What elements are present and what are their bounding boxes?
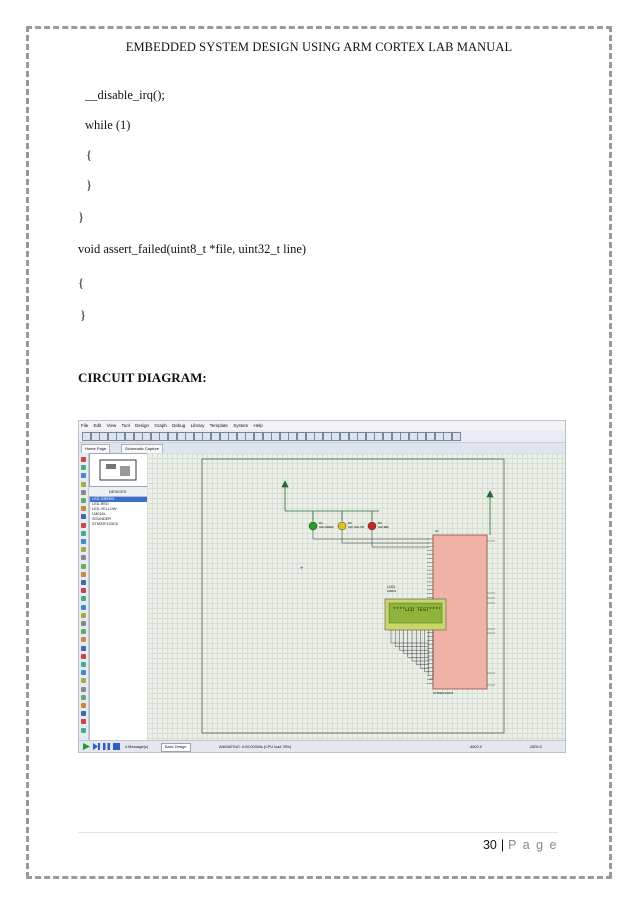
led-d3 — [368, 522, 376, 530]
status-bar — [79, 740, 565, 753]
led-d2-model: LED-YELLOW — [348, 526, 365, 529]
code-line: } — [78, 210, 84, 224]
mode-tool-button[interactable] — [81, 605, 86, 610]
menu-design[interactable]: Design — [135, 423, 150, 428]
menu-edit[interactable]: Edit — [93, 423, 102, 428]
stop-icon[interactable] — [113, 743, 120, 750]
mode-tool-button[interactable] — [81, 514, 86, 519]
menu-system[interactable]: System — [233, 423, 249, 428]
footer-rule — [78, 832, 558, 833]
mode-tool-button[interactable] — [81, 580, 86, 585]
mode-tool-button[interactable] — [81, 687, 86, 692]
mode-tool-button[interactable] — [81, 539, 86, 544]
design-mode-select[interactable]: Base Design — [161, 743, 191, 752]
mode-tool-button[interactable] — [81, 482, 86, 487]
circuit-diagram-screenshot — [78, 420, 566, 753]
led-d1 — [309, 522, 317, 530]
menu-debug[interactable]: Debug — [172, 423, 186, 428]
device-item[interactable]: LED-RED — [92, 502, 109, 506]
coord-y: -2800.0 — [529, 745, 542, 749]
tab-schematic-capture[interactable]: Schematic Capture — [121, 444, 163, 454]
coord-x: -4800.0 — [469, 745, 482, 749]
section-heading: CIRCUIT DIAGRAM: — [78, 370, 207, 385]
mode-tool-button[interactable] — [81, 547, 86, 552]
pause-icon[interactable] — [103, 743, 110, 750]
lcd-ref: LCD1 — [387, 585, 396, 589]
page-number: 30 — [482, 838, 497, 852]
play-icon[interactable] — [83, 743, 90, 750]
mode-tool-button[interactable] — [81, 670, 86, 675]
code-line: } — [80, 308, 86, 322]
page-border-bottom — [26, 876, 612, 879]
code-line: void assert_failed(uint8_t *file, uint32_t line) — [78, 242, 307, 256]
schematic-canvas[interactable] — [147, 453, 565, 740]
lcd-wire — [416, 630, 429, 665]
menu-bar — [79, 421, 565, 430]
page-border-right — [609, 26, 612, 878]
menu-help[interactable]: Help — [253, 423, 263, 428]
lcd-wire — [408, 630, 429, 657]
led-wires — [313, 530, 429, 547]
mode-tool-button[interactable] — [81, 654, 86, 659]
page-separator: | — [500, 838, 505, 852]
menu-template[interactable]: Template — [209, 423, 228, 428]
mode-toolbar — [79, 453, 89, 740]
mode-tool-button[interactable] — [81, 457, 86, 462]
mode-tool-button[interactable] — [81, 711, 86, 716]
mode-tool-button[interactable] — [81, 506, 86, 511]
code-line: __disable_irq(); — [85, 88, 165, 102]
mode-tool-button[interactable] — [81, 703, 86, 708]
mode-tool-button[interactable] — [81, 629, 86, 634]
toolbar-button[interactable] — [452, 432, 461, 441]
code-line: { — [78, 276, 84, 290]
overview-window[interactable] — [89, 453, 148, 487]
mode-tool-button[interactable] — [81, 596, 86, 601]
menu-view[interactable]: View — [106, 423, 117, 428]
mode-tool-button[interactable] — [81, 719, 86, 724]
device-item[interactable]: LED-GREEN — [90, 497, 147, 502]
mode-tool-button[interactable] — [81, 572, 86, 577]
mode-tool-button[interactable] — [81, 588, 86, 593]
led-d3-ref: D3 — [378, 521, 382, 525]
mode-tool-button[interactable] — [81, 678, 86, 683]
mode-tool-button[interactable] — [81, 555, 86, 560]
led-d2-ref: D2 — [348, 521, 352, 525]
page-label: P a g e — [508, 838, 558, 852]
mode-tool-button[interactable] — [81, 662, 86, 667]
mode-tool-button[interactable] — [81, 564, 86, 569]
menu-file[interactable]: File — [81, 423, 89, 428]
lcd-wire — [425, 630, 429, 672]
lcd-model: LM016L — [387, 590, 397, 593]
mode-tool-button[interactable] — [81, 473, 86, 478]
device-item[interactable]: LED-YELLOW — [92, 507, 117, 511]
mode-tool-button[interactable] — [81, 613, 86, 618]
mode-tool-button[interactable] — [81, 621, 86, 626]
messages-count[interactable]: 4 Message(s) — [125, 745, 149, 749]
mode-tool-button[interactable] — [81, 646, 86, 651]
tab-home-page[interactable]: Home Page — [81, 444, 110, 454]
led-d3-model: LED-RED — [378, 526, 389, 529]
mcu-model: STM32F103C6 — [433, 691, 454, 695]
toolbar — [79, 430, 565, 443]
mode-tool-button[interactable] — [81, 465, 86, 470]
page-border-top — [26, 26, 612, 29]
page-footer — [483, 838, 558, 852]
led-d1-ref: D1 — [319, 521, 323, 525]
code-line: while (1) — [85, 118, 131, 132]
cursor-marker: + — [300, 566, 304, 572]
device-item[interactable]: LM016L — [92, 512, 106, 516]
menu-tool[interactable]: Tool — [121, 423, 130, 428]
page-border-left — [26, 26, 29, 878]
code-line: { — [86, 148, 92, 162]
led-group — [309, 521, 389, 530]
mcu-ref: U1 — [435, 529, 439, 533]
menu-library[interactable]: Library — [190, 423, 205, 428]
device-item[interactable]: SOUNDER — [92, 517, 111, 521]
menu-graph[interactable]: Graph — [154, 423, 167, 428]
mode-tool-button[interactable] — [81, 728, 86, 733]
code-line: } — [86, 178, 92, 192]
tab-strip — [79, 443, 565, 453]
device-item[interactable]: STM32F103C6 — [92, 522, 118, 526]
led-d2 — [338, 522, 346, 530]
mode-tool-button[interactable] — [81, 490, 86, 495]
mode-tool-button[interactable] — [81, 637, 86, 642]
mode-tool-button[interactable] — [81, 695, 86, 700]
lcd-text: ****LCD TEST**** — [393, 607, 442, 613]
overview-thumbnail — [90, 454, 147, 486]
mode-tool-button[interactable] — [81, 498, 86, 503]
devices-list — [89, 496, 148, 741]
mode-tool-button[interactable] — [81, 531, 86, 536]
devices-header: DEVICES — [89, 487, 146, 496]
lcd-wire — [391, 630, 429, 643]
mode-tool-button[interactable] — [81, 523, 86, 528]
schematic-drawing — [147, 453, 565, 740]
page-header: EMBEDDED SYSTEM DESIGN USING ARM CORTEX LAB MANUAL — [125, 40, 513, 54]
animation-status: ANIMATING: 0:00:00000s (CPU load 78%) — [219, 745, 292, 749]
step-icon[interactable] — [93, 743, 100, 750]
led-d1-model: LED-GREEN — [319, 526, 334, 529]
